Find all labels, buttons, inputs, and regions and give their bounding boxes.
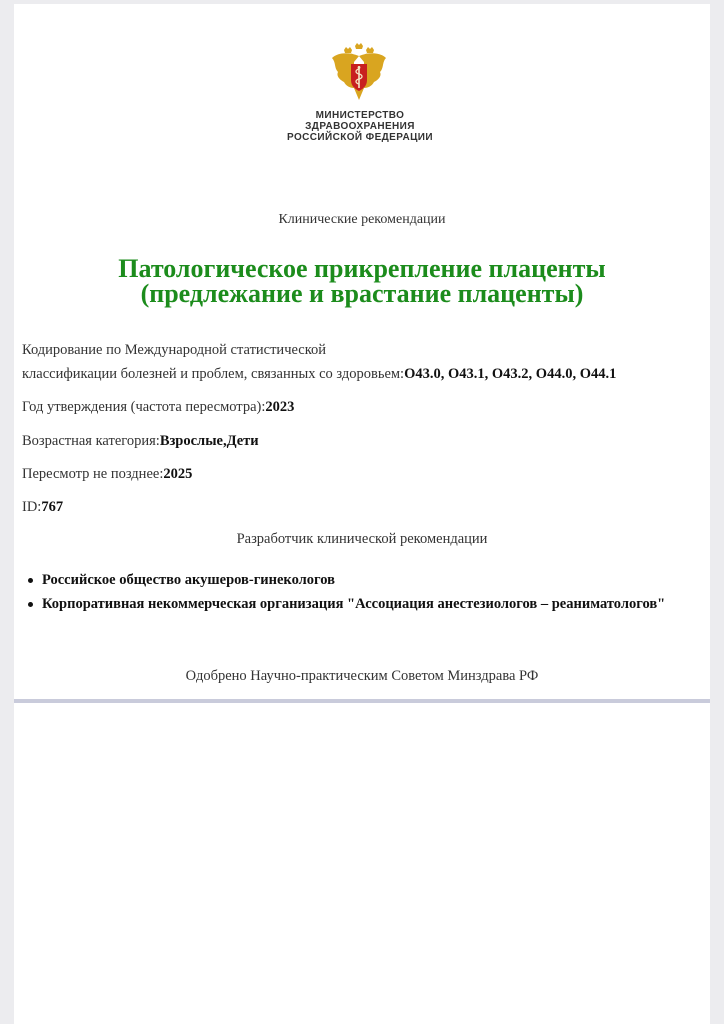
- next-page: [14, 703, 710, 1024]
- ministry-name: [262, 110, 458, 143]
- ministry-line: МИНИСТЕРСТВО: [315, 110, 405, 121]
- ministry-line: РОССИЙСКОЙ ФЕДЕРАЦИИ: [287, 132, 433, 143]
- review-value: 2025: [163, 466, 193, 482]
- coding-field: [22, 366, 616, 383]
- coding-label: классификации болезней и проблем, связанных со здоровьем:: [22, 366, 405, 382]
- ministry-line: ЗДРАВООХРАНЕНИЯ: [305, 121, 415, 132]
- document-title: [30, 256, 694, 306]
- age-label: Возрастная категория:: [22, 433, 160, 449]
- ministry-emblem-icon: [330, 42, 388, 104]
- title-line: (предлежание и врастание плаценты): [140, 279, 584, 308]
- document-kicker: Клинические рекомендации: [278, 212, 446, 227]
- review-label: Пересмотр не позднее:: [22, 466, 164, 482]
- approval-note: Одобрено Научно-практическим Советом Минздрава РФ: [185, 668, 539, 684]
- year-field: [22, 399, 294, 416]
- coding-value: O43.0, O43.1, O43.2, O44.0, O44.1: [404, 366, 617, 382]
- developer-item: Российское общество акушеров-гинекологов: [22, 570, 698, 591]
- review-field: [22, 466, 192, 483]
- age-value: Взрослые,Дети: [159, 433, 259, 449]
- year-value: 2023: [265, 399, 295, 415]
- coding-label-line: Кодирование по Международной статистической: [22, 342, 327, 358]
- age-field: [22, 433, 259, 450]
- developer-item: Корпоративная некоммерческая организация "Ассоциация анестезиологов – реаниматологов": [22, 594, 698, 615]
- id-field: [22, 499, 63, 516]
- developer-list: [22, 570, 698, 618]
- developer-heading: Разработчик клинической рекомендации: [236, 531, 488, 547]
- id-value: 767: [41, 499, 64, 515]
- id-label: ID:: [22, 499, 42, 515]
- title-line: Патологическое прикрепление плаценты: [118, 254, 606, 283]
- year-label: Год утверждения (частота пересмотра):: [22, 399, 266, 415]
